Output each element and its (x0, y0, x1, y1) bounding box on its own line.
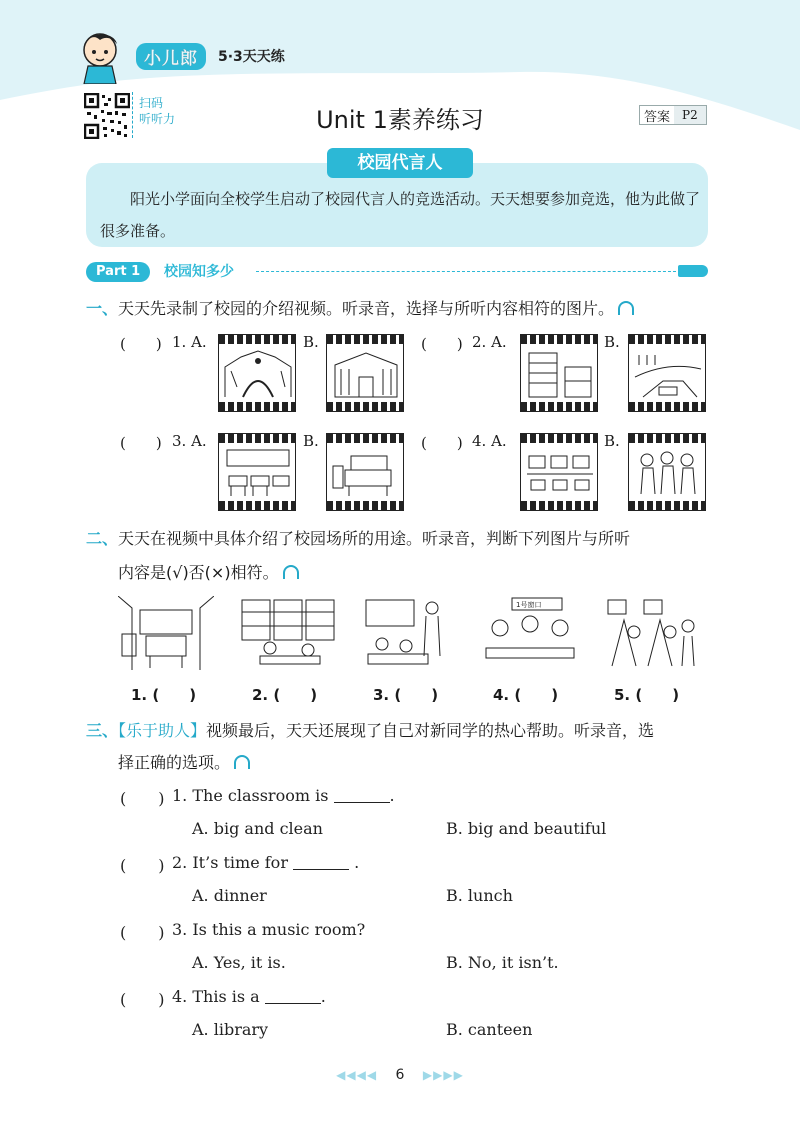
s3-q4-paren[interactable]: ( ) (120, 990, 165, 1009)
s3-q3-stem: 3. Is this a music room? (172, 920, 366, 939)
s2-label-4[interactable]: 4. ( ) (493, 686, 559, 704)
section2-text-line1: 天天在视频中具体介绍了校园场所的用途。听录音，判断下列图片与所听 (118, 529, 631, 548)
school-gate-icon (223, 347, 293, 401)
answer-page: P2 (674, 106, 706, 124)
headphone-icon (234, 755, 250, 769)
s1-q4-paren[interactable]: ( ) (421, 434, 463, 452)
s1-q1-option-a-image[interactable] (218, 334, 296, 412)
s2-label-2[interactable]: 2. ( ) (252, 686, 318, 704)
s3-q1-stem-text: 1. The classroom is (172, 786, 329, 805)
s3-q2-option-a[interactable]: A. dinner (192, 886, 267, 905)
s3-q4-option-b[interactable]: B. canteen (446, 1020, 533, 1039)
s2-picture-2 (240, 596, 336, 670)
s1-q1-paren[interactable]: ( ) (120, 335, 162, 353)
answer-blank[interactable] (334, 789, 390, 803)
s1-q3-option-b-image[interactable] (326, 433, 404, 511)
s3-q2-stem-text: 2. It’s time for (172, 853, 288, 872)
s2-label-3[interactable]: 3. ( ) (373, 686, 439, 704)
s3-q1-paren[interactable]: ( ) (120, 789, 165, 808)
pencil-icon (678, 265, 708, 277)
s3-q4-stem-text: 4. This is a (172, 987, 260, 1006)
series-name: 5·3天天练 (218, 49, 285, 65)
s1-q3-label: 3. A. (172, 432, 207, 450)
window-sign: 1号窗口 (516, 601, 542, 609)
s2-picture-4 (482, 596, 578, 670)
answer-blank[interactable] (265, 990, 321, 1004)
s1-q4-label: 4. A. (472, 432, 507, 450)
s3-q2-stem (172, 853, 359, 872)
s1-q1-b-label: B. (303, 333, 319, 351)
answer-blank[interactable] (293, 856, 349, 870)
s1-q3-paren[interactable]: ( ) (120, 434, 162, 452)
s2-label-5[interactable]: 5. ( ) (614, 686, 680, 704)
section2-heading-cont (118, 558, 299, 588)
page-title: Unit 1素养练习 (316, 106, 484, 134)
s2-picture-1 (118, 596, 214, 670)
s1-q1-label: 1. A. (172, 333, 207, 351)
s1-q4-option-b-image[interactable] (628, 433, 706, 511)
s2-label-1[interactable]: 1. ( ) (131, 686, 197, 704)
part-title: 校园知多少 (164, 264, 234, 280)
computer-room-icon (525, 446, 595, 500)
section2-heading (86, 524, 630, 554)
brand-logo: 小儿郎 (136, 43, 206, 70)
section3-heading (86, 716, 654, 746)
section3-number: 三、 (86, 721, 119, 740)
section3-heading-cont (118, 748, 250, 778)
s1-q2-label: 2. A. (472, 333, 507, 351)
headphone-icon (618, 301, 634, 315)
s3-q4-option-a[interactable]: A. library (192, 1020, 269, 1039)
section1-text: 天天先录制了校园的介绍视频。听录音，选择与所听内容相符的图片。 (118, 299, 615, 318)
answer-label: 答案 (644, 109, 671, 125)
art-room-students-icon (633, 446, 703, 500)
section2-text-line2: 内容是(√)否(×)相符。 (118, 563, 279, 582)
s2-picture-5 (604, 596, 700, 670)
section3-text-line2: 择正确的选项。 (118, 753, 231, 772)
playground-icon (633, 347, 703, 401)
s3-q1-option-b[interactable]: B. big and beautiful (446, 819, 607, 838)
s1-q2-paren[interactable]: ( ) (421, 335, 463, 353)
part-divider (256, 271, 676, 272)
left-arrows-icon: ◀◀◀◀ (336, 1068, 378, 1082)
right-arrows-icon: ▶▶▶▶ (422, 1068, 464, 1082)
s2-picture-3 (362, 596, 458, 670)
s3-q1-stem (172, 786, 395, 805)
s3-q3-paren[interactable]: ( ) (120, 923, 165, 942)
s1-q3-option-a-image[interactable] (218, 433, 296, 511)
page-footer (0, 1067, 800, 1083)
scan-hint-line2: 听听力 (139, 112, 176, 126)
music-room-piano-icon (331, 446, 401, 500)
part-header (86, 262, 706, 282)
s1-q1-option-b-image[interactable] (326, 334, 404, 412)
s1-q2-option-a-image[interactable] (520, 334, 598, 412)
answer-reference[interactable] (639, 105, 707, 125)
page-number: 6 (395, 1067, 405, 1083)
s1-q2-b-label: B. (604, 333, 620, 351)
s3-q1-tail: . (389, 786, 395, 805)
s1-q3-b-label: B. (303, 432, 319, 450)
s3-q4-stem (172, 987, 326, 1006)
banner-title: 校园代言人 (327, 148, 473, 178)
s3-q3-option-a[interactable]: A. Yes, it is. (192, 953, 286, 972)
section3-tag: 【乐于助人】 (118, 721, 207, 740)
section1-number: 一、 (86, 299, 119, 318)
s3-q1-option-a[interactable]: A. big and clean (192, 819, 323, 838)
s3-q2-paren[interactable]: ( ) (120, 856, 165, 875)
s3-q4-tail: . (320, 987, 326, 1006)
section3-text-line1: 视频最后，天天还展现了自己对新同学的热心帮助。听录音，选 (206, 721, 655, 740)
s3-q3-option-b[interactable]: B. No, it isn’t. (446, 953, 559, 972)
mascot-icon (78, 28, 124, 84)
scan-hint-line1: 扫码 (139, 96, 164, 110)
s1-q4-b-label: B. (604, 432, 620, 450)
school-building-icon (331, 347, 401, 401)
classroom-desks-icon (223, 446, 293, 500)
part-badge: Part 1 (86, 262, 150, 282)
section1-heading (86, 294, 634, 324)
banner-text: 阳光小学面向全校学生启动了校园代言人的竞选活动。天天想要参加竞选，他为此做了很多准备。 (100, 190, 701, 240)
s1-q4-option-a-image[interactable] (520, 433, 598, 511)
headphone-icon (283, 565, 299, 579)
s1-q2-option-b-image[interactable] (628, 334, 706, 412)
s3-q2-option-b[interactable]: B. lunch (446, 886, 513, 905)
s3-q2-tail: . (349, 853, 360, 872)
brand (78, 28, 285, 84)
library-shelves-icon (525, 347, 595, 401)
section2-number: 二、 (86, 529, 119, 548)
